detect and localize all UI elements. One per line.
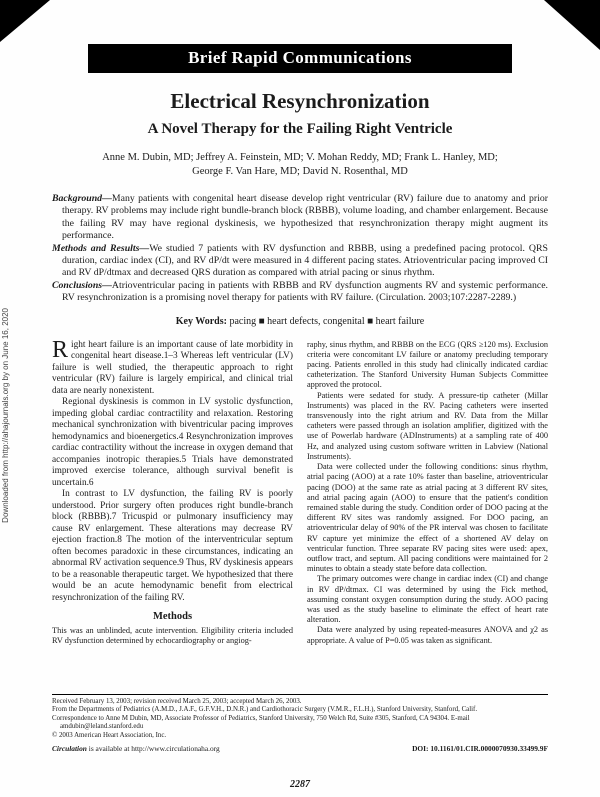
keywords-label: Key Words: [175, 315, 227, 327]
article-title: Electrical Resynchronization [170, 89, 430, 113]
abstract-conclusions-text: Atrioventricular pacing in patients with RBBB and RV dysfunction augments RV and systemic performance. RV resynchronization is a promising novel therapy for patients with RV failure. (Circulation. 2003;107:2287-2289.) [62, 279, 548, 304]
methods-paragraph-3: Data were collected under the following conditions: sinus rhythm, atrial pacing (AOO) at a rate 10% faster than baseline, atrioventricular pacing (DOO) at the same rate as atrial pacing at 3 different RV sites, and atrial pacing again (AOO) to ensure that the patient's condition remained stable during the study. Condition order of DOO pacing at the different RV sites was randomly assigned. For DOO pacing, an atrioventricular delay of 90% of the PR interval was chosen to facilitate RV capture yet minimize the effect of a shortened AV delay on ventricular function. Three separate RV pacing sites were used: apex, outflow tract, and septum. All pacing conditions were maintained for 2 minutes to obtain a steady state before data collection. [307, 462, 548, 574]
abstract-background-text: Many patients with congenital heart disease develop right ventricular (RV) failure due to anatomy and prior therapy. RV problems may include right bundle-branch block (RBBB), volume loading, and chamber enlargement. Because the failing RV may have regional dyskinesis, we hypothesized that resynchronization therapy might augment its performance. [62, 193, 548, 242]
article-subtitle: A Novel Therapy for the Failing Right Ventricle [147, 121, 453, 137]
author-list [0, 151, 600, 178]
abstract-methods-results-label: Methods and Results— [52, 242, 150, 254]
footnote-block [52, 694, 548, 753]
article-body [52, 340, 548, 678]
abstract [52, 193, 548, 305]
authors-line-2: George F. Van Hare, MD; David N. Rosenthal, MD [192, 165, 408, 177]
keywords-terms: pacing ■ heart defects, congenital ■ heart failure [229, 315, 425, 327]
correspondence: Correspondence to Anne M Dubin, MD, Associate Professor of Pediatrics, Stanford University, 750 Welch Rd, Suite #305, Stanford, CA 94304. E-mail amdubin@leland.stanford.edu [52, 714, 470, 731]
availability-line [52, 745, 220, 753]
right-column [307, 340, 548, 678]
left-column [52, 340, 293, 678]
intro-paragraph-2: Regional dyskinesis is common in LV systolic dysfunction, impeding global cardiac contractility and relaxation. Restoring mechanical synchronization with biventricular pacing improves hemodynamics and bioenergetics.4 Resynchronization improves cardiac contractility without the increase in oxygen demand that accompanies inotropic therapies.5 Trials have demonstrated improved exercise tolerance, although survival benefit is uncertain.6 [52, 397, 293, 488]
abstract-background-label: Background— [52, 193, 112, 204]
copyright-line: © 2003 American Heart Association, Inc. [52, 731, 167, 739]
intro-paragraph-1 [52, 340, 293, 398]
methods-paragraph-5: Data were analyzed by using repeated-measures ANOVA and χ2 as appropriate. A value of P=0.05 was taken as significant. [307, 625, 548, 645]
abstract-background [52, 193, 548, 243]
abstract-methods-results [52, 243, 548, 280]
methods-heading: Methods [152, 611, 193, 623]
doi: DOI: 10.1161/01.CIR.0000070930.33499.9F [412, 744, 548, 754]
intro-paragraph-3: In contrast to LV dysfunction, the failing RV is poorly understood. Prior surgery often produces right bundle-branch block (RBBB).7 Tricuspid or pulmonary insufficiency may cause RV enlargement. These alterations may decrease RV ejection fraction.8 The motion of the interventricular septum often becomes paradoxic in these circumstances, indicating an abnormal RV activation sequence.9 Thus, RV dyskinesis appears to be a reasonable therapeutic target. We hypothesized that there would be an acute hemodynamic benefit from electrical resynchronization of the failing RV. [52, 489, 293, 603]
affiliations: From the Departments of Pediatrics (A.M.D., J.A.F., G.F.V.H., D.N.R.) and Cardiothoracic Surgery (V.M.R., F.L.H.), Stanford University, Stanford, Calif. [52, 706, 478, 714]
abstract-conclusions-label: Conclusions— [52, 279, 112, 291]
methods-paragraph-1: This was an unblinded, acute intervention. Eligibility criteria included RV dysfunction determined by echocardiography or angiog- [52, 625, 293, 645]
abstract-methods-results-text: We studied 7 patients with RV dysfunction and RBBB, using a predefined pacing protocol. QRS duration, cardiac index (CI), and RV dP/dt were measured in 4 different pacing states. Atrioventricular pacing improved CI and RV dP/dtmax and decreased QRS duration as compared with atrial pacing or sinus rhythm. [62, 242, 548, 279]
keywords-line [0, 316, 600, 327]
journal-name: Circulation [52, 744, 87, 754]
scan-artifact-top-left [0, 0, 50, 42]
methods-paragraph-1-continued: raphy, sinus rhythm, and RBBB on the ECG (QRS ≥120 ms). Exclusion criteria were concomitant LV failure or anatomy precluding temporary pacing. Patients enrolled in this study had clinically indicated cardiac catheterization. The Stanford University Human Subjects Committee approved the protocol. [307, 339, 548, 390]
received-dates: Received February 13, 2003; revision received March 25, 2003; accepted March 26, 2003. [52, 698, 302, 705]
abstract-conclusions [52, 280, 548, 305]
download-watermark: Downloaded from http://ahajournals.org by on June 16, 2020 [1, 308, 10, 523]
section-banner [88, 44, 512, 73]
section-banner-label: Brief Rapid Communications [188, 48, 412, 67]
page-number: 2287 [290, 779, 310, 790]
authors-line-1: Anne M. Dubin, MD; Jeffrey A. Feinstein, MD; V. Mohan Reddy, MD; Frank L. Hanley, MD; [102, 152, 498, 163]
drop-cap: R [52, 339, 69, 363]
availability-text: is available at http://www.circulationaha.org [86, 744, 220, 754]
intro-paragraph-1-text: ight heart failure is an important cause of late morbidity in congenital heart disease.1–3 Whereas left ventricular (LV) failure is well studied, the therapeutic approach to right ventricular (RV) failure is largely empirical, and clinical trial data are nearly nonexistent. [52, 339, 293, 396]
availability-doi-row [52, 745, 548, 753]
methods-paragraph-4: The primary outcomes were change in cardiac index (CI) and change in RV dP/dtmax. CI was determined by using the Fick method, assuming constant oxygen consumption during the study. AOO pacing was used as the study baseline to eliminate the effect of heart rate alteration. [307, 574, 548, 625]
scan-artifact-top-right [544, 0, 600, 50]
methods-paragraph-2: Patients were sedated for study. A pressure-tip catheter (Millar Instruments) was placed in the RV. Pacing catheters were inserted transvenously into the right atrium and RV. Data from the Millar catheters were passed through an isolation amplifier, digitized with the use of Powerlab hardware (ADInstruments) at a sampling rate of 400 Hz, and analyzed using custom software written in Labview (National Instruments). [307, 390, 548, 461]
